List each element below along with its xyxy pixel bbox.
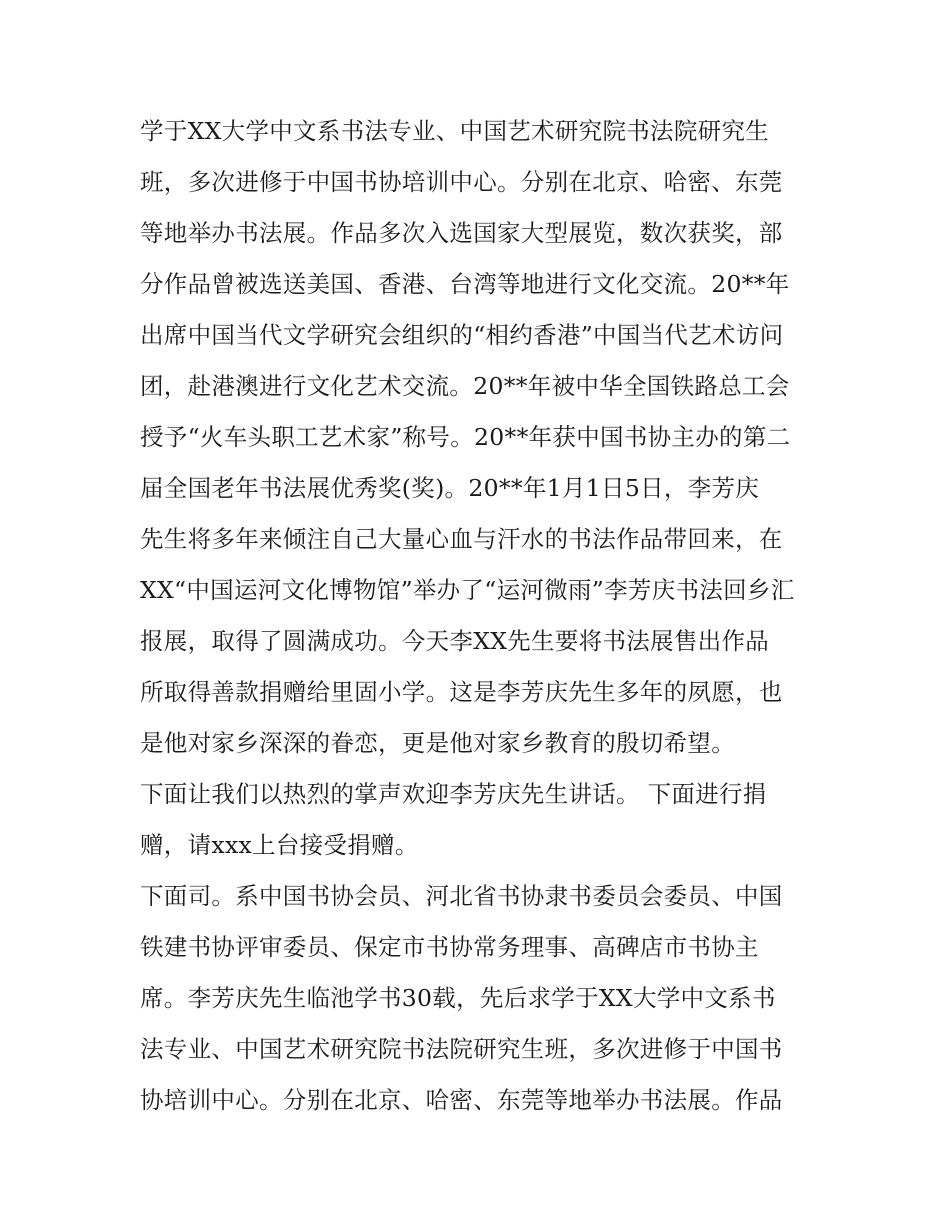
- text-line: 下面司。系中国书协会员、河北省书协隶书委员会委员、中国: [140, 882, 783, 910]
- text-line: 报展，取得了圆满成功。今天李XX先生要将书法展售出作品: [140, 627, 770, 655]
- text-line: 班，多次进修于中国书协培训中心。分别在北京、哈密、东莞: [140, 168, 783, 196]
- text-line: 学于XX大学中文系书法专业、中国艺术研究院书法院研究生: [140, 117, 770, 145]
- text-line: 出席中国当代文学研究会组织的“相约香港”中国当代艺术访问: [140, 321, 784, 349]
- text-line: 法专业、中国艺术研究院书法院研究生班，多次进修于中国书: [140, 1035, 783, 1063]
- document-body: [140, 106, 820, 1126]
- text-line: XX“中国运河文化博物馆”举办了“运河微雨”李芳庆书法回乡汇: [140, 576, 795, 604]
- text-line: 铁建书协评审委员、保定市书协常务理事、高碑店市书协主: [140, 933, 759, 961]
- text-line: 团，赴港澳进行文化艺术交流。20**年被中华全国铁路总工会: [140, 372, 790, 400]
- text-line: 赠，请xxx上台接受捐赠。: [140, 831, 419, 859]
- text-line: 等地举办书法展。作品多次入选国家大型展览，数次获奖，部: [140, 219, 783, 247]
- text-line: 下面让我们以热烈的掌声欢迎李芳庆先生讲话。 下面进行捐: [140, 780, 767, 808]
- text-line: 席。李芳庆先生临池学书30载，先后求学于XX大学中文系书: [140, 984, 776, 1012]
- text-line: 分作品曾被选送美国、香港、台湾等地进行文化交流。20**年: [140, 270, 790, 298]
- text-line: 所取得善款捐赠给里固小学。这是李芳庆先生多年的夙愿，也: [140, 678, 783, 706]
- text-line: 是他对家乡深深的眷恋，更是他对家乡教育的殷切希望。: [140, 729, 735, 757]
- text-line: 授予“火车头职工艺术家”称号。20**年获中国书协主办的第二: [140, 423, 791, 451]
- text-line: 协培训中心。分别在北京、哈密、东莞等地举办书法展。作品: [140, 1086, 783, 1114]
- text-line: 先生将多年来倾注自己大量心血与汗水的书法作品带回来，在: [140, 525, 783, 553]
- text-line: 届全国老年书法展优秀奖(奖)。20**年1月1日5日，李芳庆: [140, 474, 760, 502]
